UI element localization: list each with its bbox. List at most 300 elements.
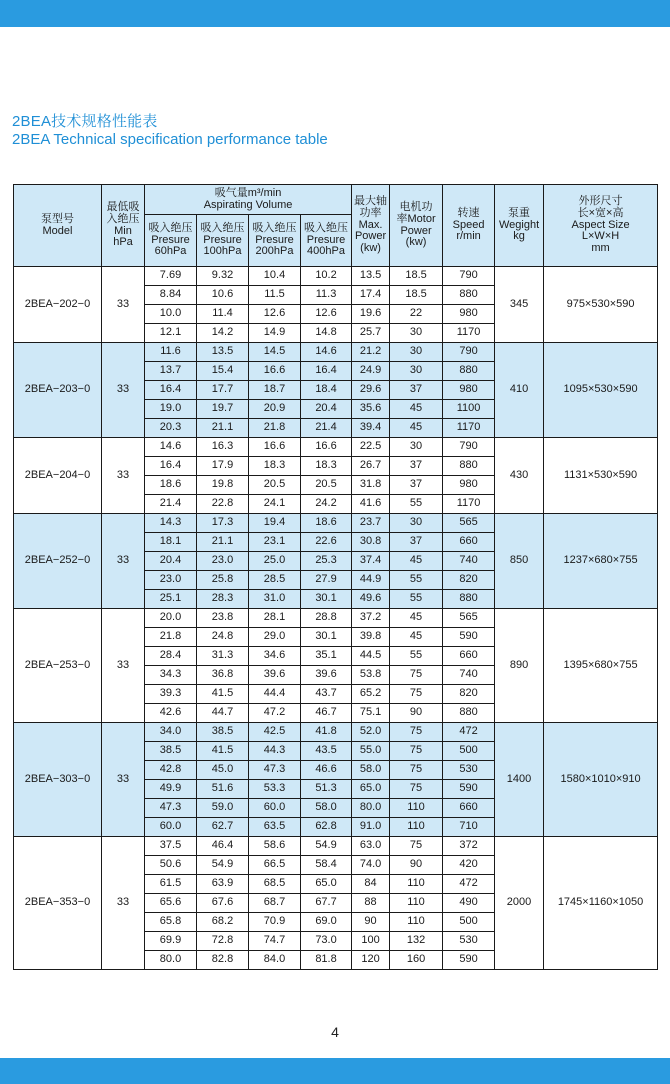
model-cell: 2BEA−202−0	[14, 267, 102, 343]
pressure-100-cell: 21.1	[197, 419, 249, 438]
pressure-60-cell: 8.84	[145, 286, 197, 305]
motor-power-cell: 110	[390, 913, 443, 932]
header-max-power: 最大轴 功率 Max. Power (kw)	[352, 185, 390, 267]
speed-cell: 565	[443, 609, 495, 628]
pressure-60-cell: 34.3	[145, 666, 197, 685]
pressure-400-cell: 35.1	[301, 647, 352, 666]
pressure-200-cell: 23.1	[249, 533, 301, 552]
speed-cell: 490	[443, 894, 495, 913]
max-power-cell: 49.6	[352, 590, 390, 609]
pressure-100-cell: 51.6	[197, 780, 249, 799]
pressure-200-cell: 47.3	[249, 761, 301, 780]
pressure-60-cell: 28.4	[145, 647, 197, 666]
motor-power-cell: 75	[390, 780, 443, 799]
max-power-cell: 23.7	[352, 514, 390, 533]
pressure-60-cell: 16.4	[145, 381, 197, 400]
weight-cell: 2000	[495, 837, 544, 970]
pressure-100-cell: 23.0	[197, 552, 249, 571]
pressure-60-cell: 60.0	[145, 818, 197, 837]
pressure-200-cell: 20.9	[249, 400, 301, 419]
pressure-400-cell: 58.4	[301, 856, 352, 875]
motor-power-cell: 160	[390, 951, 443, 970]
motor-power-cell: 45	[390, 552, 443, 571]
max-power-cell: 13.5	[352, 267, 390, 286]
model-group	[14, 837, 658, 970]
motor-power-cell: 110	[390, 799, 443, 818]
pressure-400-cell: 41.8	[301, 723, 352, 742]
pressure-100-cell: 25.8	[197, 571, 249, 590]
pressure-400-cell: 21.4	[301, 419, 352, 438]
motor-power-cell: 75	[390, 666, 443, 685]
max-power-cell: 84	[352, 875, 390, 894]
max-power-cell: 29.6	[352, 381, 390, 400]
pressure-60-cell: 25.1	[145, 590, 197, 609]
motor-power-cell: 90	[390, 856, 443, 875]
model-cell: 2BEA−353−0	[14, 837, 102, 970]
table-row	[14, 514, 658, 533]
speed-cell: 500	[443, 742, 495, 761]
pressure-100-cell: 82.8	[197, 951, 249, 970]
pressure-200-cell: 60.0	[249, 799, 301, 818]
pressure-100-cell: 41.5	[197, 685, 249, 704]
header-pressure-200: 吸入绝压 Presure 200hPa	[249, 215, 301, 267]
pressure-60-cell: 49.9	[145, 780, 197, 799]
pressure-60-cell: 18.1	[145, 533, 197, 552]
weight-cell: 1400	[495, 723, 544, 837]
speed-cell: 880	[443, 362, 495, 381]
max-power-cell: 65.0	[352, 780, 390, 799]
motor-power-cell: 37	[390, 476, 443, 495]
pressure-100-cell: 14.2	[197, 324, 249, 343]
motor-power-cell: 110	[390, 894, 443, 913]
pressure-100-cell: 21.1	[197, 533, 249, 552]
speed-cell: 660	[443, 647, 495, 666]
model-cell: 2BEA−253−0	[14, 609, 102, 723]
pressure-400-cell: 51.3	[301, 780, 352, 799]
motor-power-cell: 37	[390, 457, 443, 476]
header-pressure-60: 吸入绝压 Presure 60hPa	[145, 215, 197, 267]
motor-power-cell: 75	[390, 742, 443, 761]
pressure-200-cell: 39.6	[249, 666, 301, 685]
pressure-200-cell: 24.1	[249, 495, 301, 514]
min-pressure-cell: 33	[102, 609, 145, 723]
weight-cell: 345	[495, 267, 544, 343]
pressure-100-cell: 31.3	[197, 647, 249, 666]
speed-cell: 820	[443, 571, 495, 590]
max-power-cell: 58.0	[352, 761, 390, 780]
header-motor-power: 电机功 率Motor Power (kw)	[390, 185, 443, 267]
pressure-400-cell: 24.2	[301, 495, 352, 514]
table-row	[14, 837, 658, 856]
max-power-cell: 74.0	[352, 856, 390, 875]
pressure-60-cell: 47.3	[145, 799, 197, 818]
weight-cell: 410	[495, 343, 544, 438]
pressure-100-cell: 36.8	[197, 666, 249, 685]
pressure-100-cell: 17.3	[197, 514, 249, 533]
speed-cell: 740	[443, 666, 495, 685]
motor-power-cell: 18.5	[390, 267, 443, 286]
pressure-200-cell: 19.4	[249, 514, 301, 533]
motor-power-cell: 132	[390, 932, 443, 951]
speed-cell: 565	[443, 514, 495, 533]
aspect-size-cell: 1745×1160×1050	[544, 837, 658, 970]
pressure-60-cell: 42.6	[145, 704, 197, 723]
pressure-400-cell: 67.7	[301, 894, 352, 913]
min-pressure-cell: 33	[102, 343, 145, 438]
pressure-60-cell: 65.6	[145, 894, 197, 913]
speed-cell: 590	[443, 951, 495, 970]
pressure-60-cell: 7.69	[145, 267, 197, 286]
speed-cell: 660	[443, 799, 495, 818]
aspect-size-cell: 1395×680×755	[544, 609, 658, 723]
pressure-100-cell: 28.3	[197, 590, 249, 609]
pressure-60-cell: 14.6	[145, 438, 197, 457]
speed-cell: 880	[443, 704, 495, 723]
motor-power-cell: 110	[390, 818, 443, 837]
pressure-60-cell: 38.5	[145, 742, 197, 761]
max-power-cell: 80.0	[352, 799, 390, 818]
pressure-200-cell: 20.5	[249, 476, 301, 495]
speed-cell: 590	[443, 628, 495, 647]
speed-cell: 530	[443, 761, 495, 780]
pressure-60-cell: 20.3	[145, 419, 197, 438]
pressure-200-cell: 28.1	[249, 609, 301, 628]
pressure-100-cell: 22.8	[197, 495, 249, 514]
pressure-100-cell: 72.8	[197, 932, 249, 951]
header-aspect-size: 外形尺寸 长×宽×高 Aspect Size L×W×H mm	[544, 185, 658, 267]
pressure-100-cell: 41.5	[197, 742, 249, 761]
speed-cell: 1100	[443, 400, 495, 419]
pressure-60-cell: 11.6	[145, 343, 197, 362]
weight-cell: 430	[495, 438, 544, 514]
motor-power-cell: 55	[390, 571, 443, 590]
weight-cell: 890	[495, 609, 544, 723]
pressure-100-cell: 59.0	[197, 799, 249, 818]
pressure-200-cell: 70.9	[249, 913, 301, 932]
pressure-400-cell: 46.6	[301, 761, 352, 780]
pressure-100-cell: 13.5	[197, 343, 249, 362]
pressure-100-cell: 19.7	[197, 400, 249, 419]
max-power-cell: 90	[352, 913, 390, 932]
pressure-60-cell: 19.0	[145, 400, 197, 419]
model-cell: 2BEA−203−0	[14, 343, 102, 438]
pressure-60-cell: 16.4	[145, 457, 197, 476]
page-title-en: 2BEA Technical specification performance table	[12, 131, 328, 148]
pressure-200-cell: 42.5	[249, 723, 301, 742]
pressure-400-cell: 81.8	[301, 951, 352, 970]
pressure-100-cell: 67.6	[197, 894, 249, 913]
pressure-200-cell: 10.4	[249, 267, 301, 286]
pressure-400-cell: 28.8	[301, 609, 352, 628]
pressure-400-cell: 11.3	[301, 286, 352, 305]
pressure-200-cell: 16.6	[249, 438, 301, 457]
pressure-400-cell: 30.1	[301, 628, 352, 647]
weight-cell: 850	[495, 514, 544, 609]
pressure-400-cell: 18.6	[301, 514, 352, 533]
pressure-400-cell: 39.6	[301, 666, 352, 685]
motor-power-cell: 45	[390, 628, 443, 647]
pressure-200-cell: 44.3	[249, 742, 301, 761]
page-title-cn: 2BEA技术规格性能表	[12, 113, 158, 130]
pressure-100-cell: 68.2	[197, 913, 249, 932]
speed-cell: 500	[443, 913, 495, 932]
table-row	[14, 267, 658, 286]
min-pressure-cell: 33	[102, 267, 145, 343]
pressure-400-cell: 20.5	[301, 476, 352, 495]
pressure-400-cell: 18.4	[301, 381, 352, 400]
model-group	[14, 514, 658, 609]
max-power-cell: 21.2	[352, 343, 390, 362]
speed-cell: 790	[443, 438, 495, 457]
motor-power-cell: 30	[390, 514, 443, 533]
pressure-100-cell: 11.4	[197, 305, 249, 324]
pressure-60-cell: 21.8	[145, 628, 197, 647]
max-power-cell: 24.9	[352, 362, 390, 381]
model-group	[14, 267, 658, 343]
pressure-100-cell: 15.4	[197, 362, 249, 381]
pressure-400-cell: 43.7	[301, 685, 352, 704]
motor-power-cell: 55	[390, 495, 443, 514]
pressure-200-cell: 34.6	[249, 647, 301, 666]
pressure-60-cell: 50.6	[145, 856, 197, 875]
motor-power-cell: 55	[390, 590, 443, 609]
table-row	[14, 723, 658, 742]
pressure-60-cell: 21.4	[145, 495, 197, 514]
motor-power-cell: 45	[390, 400, 443, 419]
pressure-200-cell: 53.3	[249, 780, 301, 799]
pressure-200-cell: 68.5	[249, 875, 301, 894]
pressure-60-cell: 65.8	[145, 913, 197, 932]
pressure-200-cell: 16.6	[249, 362, 301, 381]
max-power-cell: 41.6	[352, 495, 390, 514]
max-power-cell: 19.6	[352, 305, 390, 324]
max-power-cell: 75.1	[352, 704, 390, 723]
motor-power-cell: 45	[390, 609, 443, 628]
model-cell: 2BEA−303−0	[14, 723, 102, 837]
aspect-size-cell: 1580×1010×910	[544, 723, 658, 837]
speed-cell: 980	[443, 476, 495, 495]
pressure-100-cell: 17.7	[197, 381, 249, 400]
speed-cell: 790	[443, 343, 495, 362]
top-accent-bar	[0, 0, 670, 27]
pressure-60-cell: 37.5	[145, 837, 197, 856]
pressure-400-cell: 58.0	[301, 799, 352, 818]
pressure-100-cell: 17.9	[197, 457, 249, 476]
table-row	[14, 438, 658, 457]
aspect-size-cell: 975×530×590	[544, 267, 658, 343]
motor-power-cell: 30	[390, 438, 443, 457]
max-power-cell: 26.7	[352, 457, 390, 476]
aspect-size-cell: 1237×680×755	[544, 514, 658, 609]
pressure-100-cell: 62.7	[197, 818, 249, 837]
motor-power-cell: 75	[390, 837, 443, 856]
speed-cell: 790	[443, 267, 495, 286]
pressure-200-cell: 84.0	[249, 951, 301, 970]
pressure-100-cell: 10.6	[197, 286, 249, 305]
speed-cell: 420	[443, 856, 495, 875]
pressure-400-cell: 30.1	[301, 590, 352, 609]
pressure-60-cell: 14.3	[145, 514, 197, 533]
speed-cell: 880	[443, 457, 495, 476]
max-power-cell: 44.9	[352, 571, 390, 590]
pressure-400-cell: 43.5	[301, 742, 352, 761]
header-pressure-400: 吸入绝压 Presure 400hPa	[301, 215, 352, 267]
speed-cell: 1170	[443, 419, 495, 438]
pressure-100-cell: 19.8	[197, 476, 249, 495]
pressure-100-cell: 38.5	[197, 723, 249, 742]
pressure-400-cell: 27.9	[301, 571, 352, 590]
pressure-400-cell: 73.0	[301, 932, 352, 951]
max-power-cell: 120	[352, 951, 390, 970]
pressure-400-cell: 14.8	[301, 324, 352, 343]
max-power-cell: 44.5	[352, 647, 390, 666]
table-row	[14, 609, 658, 628]
motor-power-cell: 110	[390, 875, 443, 894]
max-power-cell: 100	[352, 932, 390, 951]
bottom-accent-bar	[0, 1058, 670, 1084]
pressure-200-cell: 63.5	[249, 818, 301, 837]
pressure-400-cell: 12.6	[301, 305, 352, 324]
pressure-100-cell: 44.7	[197, 704, 249, 723]
pressure-200-cell: 74.7	[249, 932, 301, 951]
pressure-60-cell: 12.1	[145, 324, 197, 343]
aspect-size-cell: 1095×530×590	[544, 343, 658, 438]
pressure-200-cell: 14.5	[249, 343, 301, 362]
speed-cell: 1170	[443, 324, 495, 343]
model-group	[14, 723, 658, 837]
pressure-200-cell: 21.8	[249, 419, 301, 438]
max-power-cell: 31.8	[352, 476, 390, 495]
speed-cell: 590	[443, 780, 495, 799]
speed-cell: 880	[443, 590, 495, 609]
motor-power-cell: 30	[390, 343, 443, 362]
header-min-pressure: 最低吸 入绝压 Min hPa	[102, 185, 145, 267]
pressure-200-cell: 29.0	[249, 628, 301, 647]
speed-cell: 660	[443, 533, 495, 552]
pressure-100-cell: 46.4	[197, 837, 249, 856]
motor-power-cell: 30	[390, 362, 443, 381]
max-power-cell: 53.8	[352, 666, 390, 685]
motor-power-cell: 75	[390, 761, 443, 780]
min-pressure-cell: 33	[102, 438, 145, 514]
pressure-200-cell: 14.9	[249, 324, 301, 343]
pressure-400-cell: 54.9	[301, 837, 352, 856]
motor-power-cell: 55	[390, 647, 443, 666]
model-group	[14, 438, 658, 514]
header-weight: 泵重 Wegight kg	[495, 185, 544, 267]
speed-cell: 710	[443, 818, 495, 837]
pressure-60-cell: 23.0	[145, 571, 197, 590]
pressure-200-cell: 25.0	[249, 552, 301, 571]
max-power-cell: 63.0	[352, 837, 390, 856]
max-power-cell: 25.7	[352, 324, 390, 343]
model-cell: 2BEA−204−0	[14, 438, 102, 514]
speed-cell: 980	[443, 305, 495, 324]
page-number: 4	[331, 1024, 339, 1040]
pressure-400-cell: 65.0	[301, 875, 352, 894]
motor-power-cell: 18.5	[390, 286, 443, 305]
pressure-60-cell: 18.6	[145, 476, 197, 495]
min-pressure-cell: 33	[102, 837, 145, 970]
max-power-cell: 37.4	[352, 552, 390, 571]
model-cell: 2BEA−252−0	[14, 514, 102, 609]
pressure-400-cell: 16.6	[301, 438, 352, 457]
pressure-200-cell: 68.7	[249, 894, 301, 913]
speed-cell: 372	[443, 837, 495, 856]
pressure-200-cell: 18.3	[249, 457, 301, 476]
pressure-60-cell: 39.3	[145, 685, 197, 704]
motor-power-cell: 45	[390, 419, 443, 438]
motor-power-cell: 37	[390, 381, 443, 400]
pressure-200-cell: 11.5	[249, 286, 301, 305]
pressure-400-cell: 46.7	[301, 704, 352, 723]
pressure-400-cell: 18.3	[301, 457, 352, 476]
max-power-cell: 22.5	[352, 438, 390, 457]
min-pressure-cell: 33	[102, 723, 145, 837]
max-power-cell: 17.4	[352, 286, 390, 305]
table-row	[14, 343, 658, 362]
pressure-60-cell: 13.7	[145, 362, 197, 381]
motor-power-cell: 75	[390, 685, 443, 704]
header-pressure-100: 吸入绝压 Presure 100hPa	[197, 215, 249, 267]
motor-power-cell: 90	[390, 704, 443, 723]
header-model: 泵型号 Model	[14, 185, 102, 267]
pressure-200-cell: 44.4	[249, 685, 301, 704]
model-group	[14, 609, 658, 723]
speed-cell: 472	[443, 875, 495, 894]
motor-power-cell: 75	[390, 723, 443, 742]
max-power-cell: 35.6	[352, 400, 390, 419]
header-aspirating-volume: 吸气量m³/min Aspirating Volume	[145, 185, 352, 215]
pressure-400-cell: 10.2	[301, 267, 352, 286]
pressure-60-cell: 80.0	[145, 951, 197, 970]
speed-cell: 740	[443, 552, 495, 571]
max-power-cell: 37.2	[352, 609, 390, 628]
pressure-200-cell: 47.2	[249, 704, 301, 723]
pressure-60-cell: 69.9	[145, 932, 197, 951]
pressure-200-cell: 18.7	[249, 381, 301, 400]
pressure-200-cell: 31.0	[249, 590, 301, 609]
max-power-cell: 55.0	[352, 742, 390, 761]
pressure-60-cell: 10.0	[145, 305, 197, 324]
min-pressure-cell: 33	[102, 514, 145, 609]
pressure-400-cell: 69.0	[301, 913, 352, 932]
max-power-cell: 30.8	[352, 533, 390, 552]
motor-power-cell: 37	[390, 533, 443, 552]
speed-cell: 980	[443, 381, 495, 400]
pressure-60-cell: 61.5	[145, 875, 197, 894]
pressure-100-cell: 63.9	[197, 875, 249, 894]
pressure-100-cell: 45.0	[197, 761, 249, 780]
pressure-400-cell: 62.8	[301, 818, 352, 837]
pressure-100-cell: 16.3	[197, 438, 249, 457]
max-power-cell: 65.2	[352, 685, 390, 704]
max-power-cell: 91.0	[352, 818, 390, 837]
pressure-200-cell: 12.6	[249, 305, 301, 324]
max-power-cell: 88	[352, 894, 390, 913]
header-speed: 转速 Speed r/min	[443, 185, 495, 267]
pressure-100-cell: 9.32	[197, 267, 249, 286]
pressure-60-cell: 42.8	[145, 761, 197, 780]
speed-cell: 530	[443, 932, 495, 951]
max-power-cell: 39.8	[352, 628, 390, 647]
pressure-100-cell: 54.9	[197, 856, 249, 875]
speed-cell: 820	[443, 685, 495, 704]
pressure-100-cell: 24.8	[197, 628, 249, 647]
pressure-200-cell: 66.5	[249, 856, 301, 875]
pressure-100-cell: 23.8	[197, 609, 249, 628]
pressure-200-cell: 58.6	[249, 837, 301, 856]
